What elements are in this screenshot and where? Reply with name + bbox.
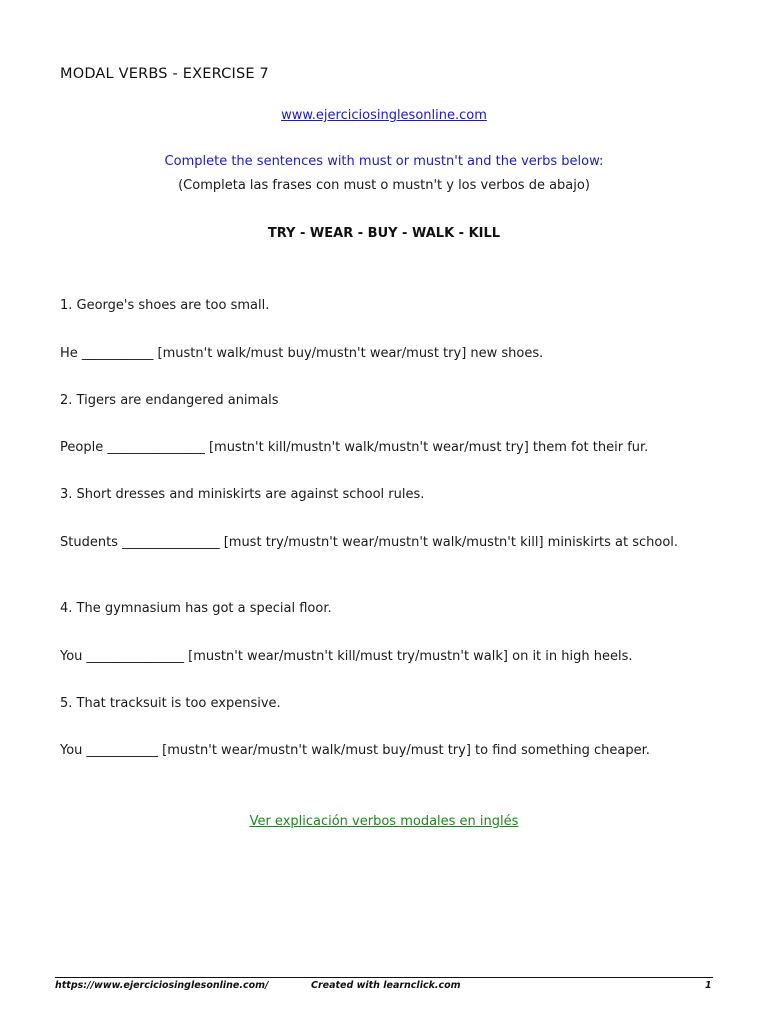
exercise-1-prompt: 1. George's shoes are too small. [60,298,270,313]
explanation-link[interactable]: Ver explicación verbos modales en inglés [249,814,519,829]
instructions-english: Complete the sentences with must or mustn't and the verbs below: [164,154,604,169]
footer-page-number: 1 [705,980,712,991]
verb-list: TRY - WEAR - BUY - WALK - KILL [267,226,501,241]
exercise-5-prompt: 5. That tracksuit is too expensive. [60,696,281,711]
footer-credit: Created with learnclick.com [311,980,461,991]
exercise-5-sentence: You ___________ [mustn't wear/mustn't walk/must buy/must try] to find something cheaper. [60,743,650,758]
footer-divider [55,977,713,978]
page-title: MODAL VERBS - EXERCISE 7 [60,66,269,82]
exercise-2-prompt: 2. Tigers are endangered animals [60,393,279,408]
exercise-4-prompt: 4. The gymnasium has got a special floor. [60,601,332,616]
instructions-spanish: (Completa las frases con must o mustn't y los verbos de abajo) [178,178,590,193]
footer-url: https://www.ejerciciosinglesonline.com/ [55,980,269,991]
exercise-1-sentence: He ___________ [mustn't walk/must buy/mustn't wear/must try] new shoes. [60,346,544,361]
exercise-2-sentence: People _______________ [mustn't kill/mustn't walk/mustn't wear/must try] them fot their fur. [60,440,649,455]
exercise-3-sentence: Students _______________ [must try/mustn't wear/mustn't walk/mustn't kill] miniskirts at school. [60,535,679,550]
site-link[interactable]: www.ejerciciosinglesonline.com [281,108,487,123]
exercise-3-prompt: 3. Short dresses and miniskirts are against school rules. [60,487,425,502]
exercise-4-sentence: You _______________ [mustn't wear/mustn't kill/must try/mustn't walk] on it in high heels. [60,649,633,664]
